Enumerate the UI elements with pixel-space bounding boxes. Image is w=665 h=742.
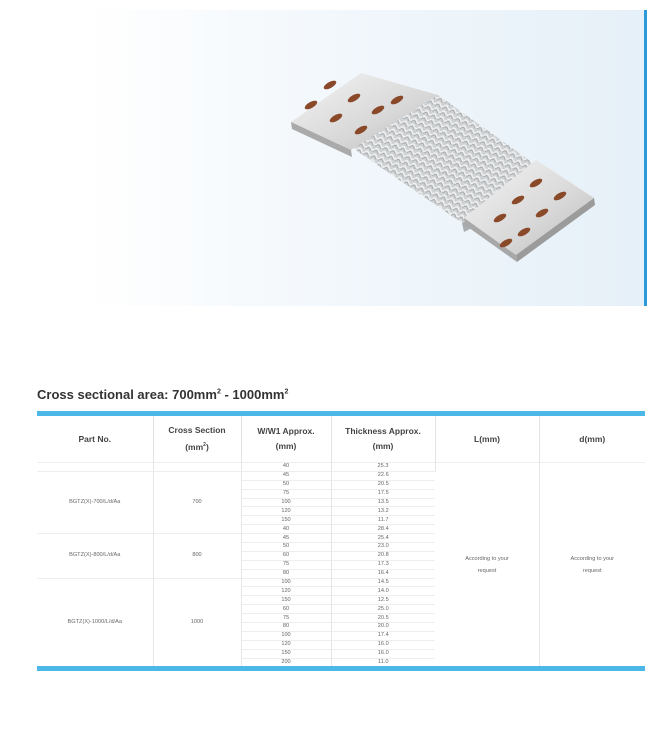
thickness-cell: 12.5 bbox=[331, 596, 435, 605]
header-ww1: W/W1 Approx. (mm) bbox=[241, 416, 331, 463]
thickness-cell: 17.5 bbox=[331, 489, 435, 498]
part-no-cell: BGTZ(X)-700/L/d/Aa bbox=[37, 471, 153, 533]
thickness-cell: 22.6 bbox=[331, 471, 435, 480]
ww1-cell: 45 bbox=[241, 534, 331, 543]
section-title: Cross sectional area: $700mm^2 - 1000mm^2$ bbox=[37, 387, 289, 402]
thickness-cell: 23.0 bbox=[331, 543, 435, 552]
thickness-cell: 11.0 bbox=[331, 658, 435, 666]
table-bottom-bar bbox=[37, 666, 645, 671]
ww1-cell: 75 bbox=[241, 489, 331, 498]
thickness-cell: 25.0 bbox=[331, 605, 435, 614]
ww1-cell: 50 bbox=[241, 480, 331, 489]
header-part-no: Part No. bbox=[37, 416, 153, 463]
ww1-cell: 150 bbox=[241, 649, 331, 658]
l-request-cell bbox=[435, 463, 539, 667]
thickness-cell: 20.5 bbox=[331, 480, 435, 489]
thickness-cell: 16.0 bbox=[331, 649, 435, 658]
ww1-cell: 100 bbox=[241, 631, 331, 640]
thickness-cell: 14.0 bbox=[331, 587, 435, 596]
header-l: L(mm) bbox=[435, 416, 539, 463]
thickness-cell: 16.4 bbox=[331, 569, 435, 578]
ww1-cell: 100 bbox=[241, 578, 331, 587]
thickness-cell: 20.5 bbox=[331, 614, 435, 623]
thickness-cell: 17.4 bbox=[331, 631, 435, 640]
ww1-cell: 150 bbox=[241, 516, 331, 525]
ww1-cell: 45 bbox=[241, 471, 331, 480]
thickness-cell: 25.4 bbox=[331, 534, 435, 543]
request-text-line1: According to your bbox=[570, 555, 615, 562]
header-d: d(mm) bbox=[579, 433, 606, 444]
part-no-cell: BGTZ(X)-1000/L/d/Aa bbox=[37, 578, 153, 666]
request-text-line1: According to your bbox=[465, 555, 509, 562]
thickness-cell: 28.4 bbox=[331, 525, 435, 534]
thickness-cell: 17.3 bbox=[331, 560, 435, 569]
ww1-cell: 40 bbox=[241, 463, 331, 472]
cross-section-cell: 800 bbox=[153, 534, 241, 578]
cross-section-cell: 1000 bbox=[153, 578, 241, 666]
braided-connector-image bbox=[86, 10, 644, 306]
thickness-cell: 11.7 bbox=[331, 516, 435, 525]
ww1-cell: 60 bbox=[241, 605, 331, 614]
empty-cell bbox=[153, 463, 241, 472]
table-header-row bbox=[37, 416, 645, 463]
ww1-cell: 80 bbox=[241, 623, 331, 632]
ww1-cell: 200 bbox=[241, 658, 331, 666]
spec-table bbox=[37, 411, 645, 671]
ww1-cell: 40 bbox=[241, 525, 331, 534]
ww1-cell: 75 bbox=[241, 560, 331, 569]
thickness-cell: 20.8 bbox=[331, 551, 435, 560]
thickness-cell: 13.5 bbox=[331, 498, 435, 507]
ww1-cell: 50 bbox=[241, 543, 331, 552]
ww1-cell: 60 bbox=[241, 551, 331, 560]
d-request-cell bbox=[539, 463, 645, 667]
request-text-line2: request bbox=[477, 567, 497, 574]
thickness-cell: 13.2 bbox=[331, 507, 435, 516]
request-text-line2: request bbox=[582, 567, 602, 574]
thickness-cell: 20.0 bbox=[331, 623, 435, 632]
product-image-panel bbox=[86, 10, 647, 306]
ww1-cell: 120 bbox=[241, 640, 331, 649]
ww1-cell: 120 bbox=[241, 587, 331, 596]
ww1-cell: 120 bbox=[241, 507, 331, 516]
ww1-cell: 100 bbox=[241, 498, 331, 507]
header-cross-section: Cross Section $(mm^2)$ bbox=[153, 416, 241, 463]
part-no-cell: BGTZ(X)-800/L/d/Aa bbox=[37, 534, 153, 578]
ww1-cell: 80 bbox=[241, 569, 331, 578]
cross-section-cell: 700 bbox=[153, 471, 241, 533]
thickness-cell: 25.3 bbox=[331, 463, 435, 472]
ww1-cell: 75 bbox=[241, 614, 331, 623]
table-row bbox=[37, 463, 645, 472]
thickness-cell: 16.0 bbox=[331, 640, 435, 649]
ww1-cell: 150 bbox=[241, 596, 331, 605]
header-thickness: Thickness Approx. (mm) bbox=[331, 416, 435, 463]
thickness-cell: 14.5 bbox=[331, 578, 435, 587]
empty-cell bbox=[37, 463, 153, 472]
